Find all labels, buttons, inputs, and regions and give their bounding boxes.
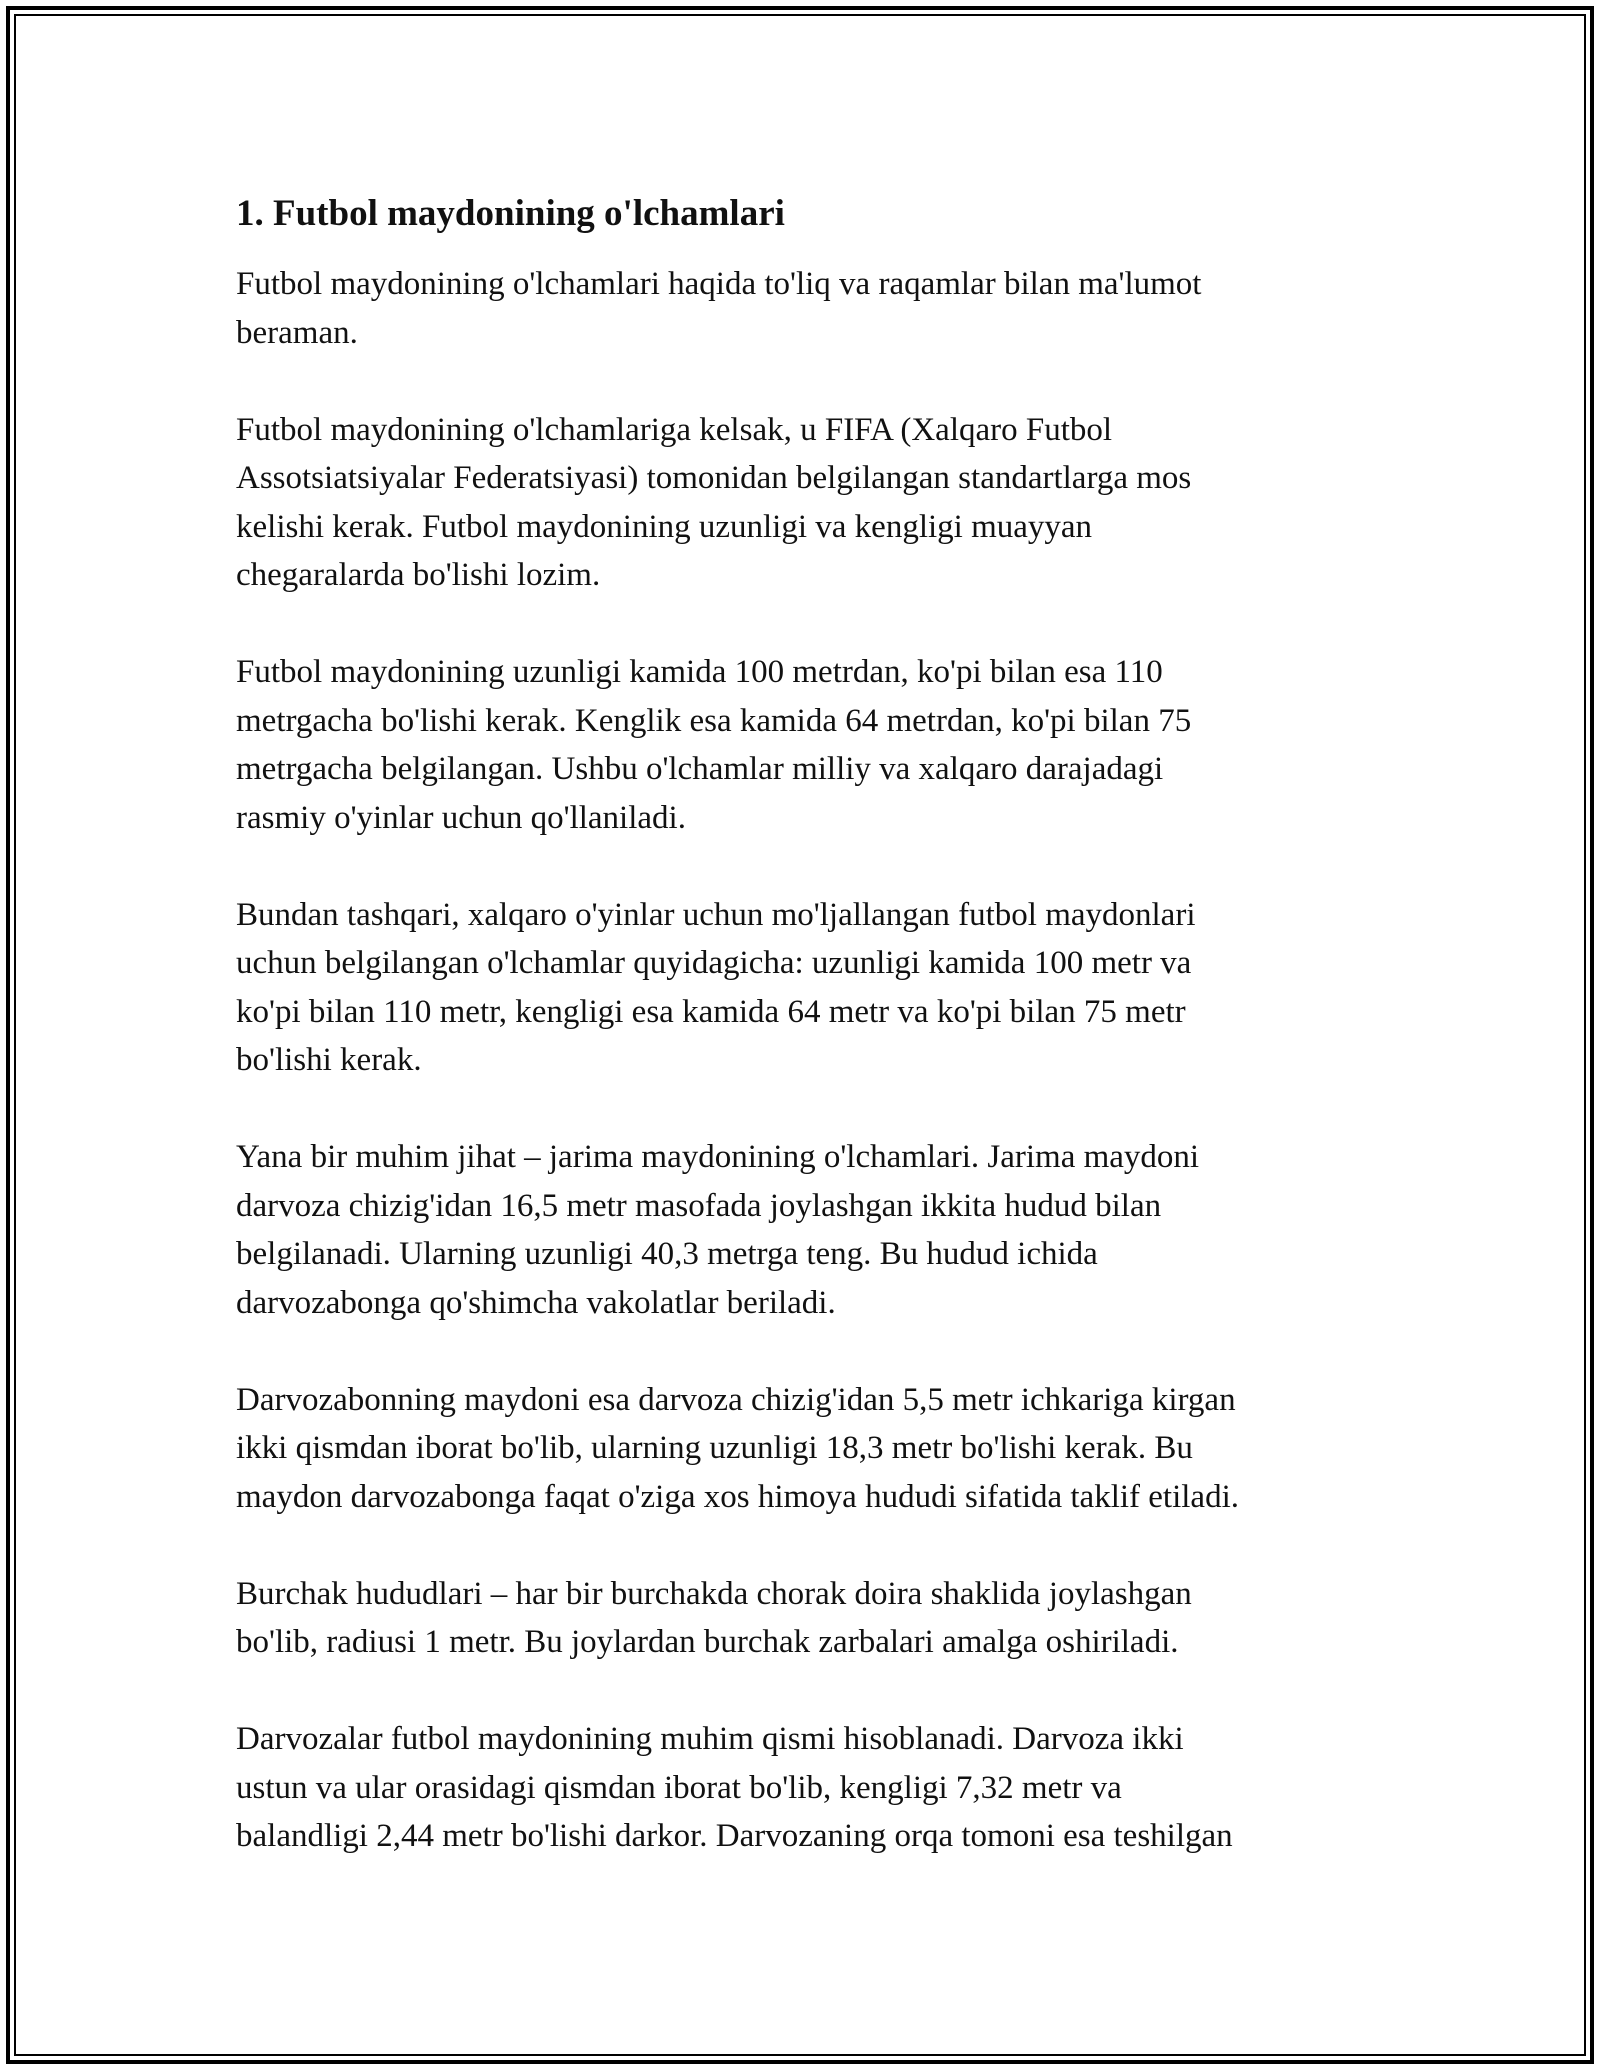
paragraph-fifa-standards: Futbol maydonining o'lchamlariga kelsak, u FIFA (Xalqaro Futbol Assotsiatsiyalar Federatsiyasi) tomonidan belgilangan standartlarga mos kelishi kerak. Futbol maydonining uzunligi va kengligi muayyan chegaralarda bo'lishi lozim. — [236, 411, 1192, 593]
paragraph-goal-area: Darvozabonning maydoni esa darvoza chizig'idan 5,5 metr ichkariga kirgan ikki qismdan iborat bo'lib, ularning uzunligi 18,3 metr bo'lishi kerak. Bu maydon darvozabonga faqat o'ziga xos himoya hududi sifatida taklif etiladi. — [236, 1381, 1239, 1515]
paragraph-intro: Futbol maydonining o'lchamlari haqida to'liq va raqamlar bilan ma'lumot beraman. — [236, 266, 1202, 351]
paragraph-international-sizes: Bundan tashqari, xalqaro o'yinlar uchun mo'ljallangan futbol maydonlari uchun belgilangan o'lchamlar quyidagicha: uzunligi kamida 100 metr va ko'pi bilan 110 metr, kengligi esa kamida 64 metr va ko'pi bilan 75 metr bo'lishi kerak. — [236, 896, 1196, 1078]
paragraph-corner-areas: Burchak hududlari – har bir burchakda chorak doira shaklida joylashgan bo'lib, radiusi 1 metr. Bu joylardan burchak zarbalari amalga oshiriladi. — [236, 1575, 1192, 1660]
paragraph-goals: Darvozalar futbol maydonining muhim qismi hisoblanadi. Darvoza ikki ustun va ular orasidagi qismdan iborat bo'lib, kengligi 7,32 metr va balandligi 2,44 metr bo'lishi darkor. Darvozaning orqa tomoni esa teshilgan — [236, 1721, 1233, 1854]
paragraph-length-width: Futbol maydonining uzunligi kamida 100 metrdan, ko'pi bilan esa 110 metrgacha bo'lishi kerak. Kenglik esa kamida 64 metrdan, ko'pi bilan 75 metrgacha belgilangan. Ushbu o'lchamlar milliy va xalqaro darajadagi rasmiy o'yinlar uchun qo'llaniladi. — [236, 654, 1192, 836]
document-body — [236, 190, 1366, 1909]
paragraph-penalty-area: Yana bir muhim jihat – jarima maydonining o'lchamlari. Jarima maydoni darvoza chizig'idan 16,5 metr masofada joylashgan ikkita hudud bilan belgilanadi. Ularning uzunligi 40,3 metrga teng. Bu hudud ichida darvozabonga qo'shimcha vakolatlar beriladi. — [236, 1139, 1200, 1321]
section-heading: 1. Futbol maydonining o'lchamlari — [236, 193, 785, 234]
